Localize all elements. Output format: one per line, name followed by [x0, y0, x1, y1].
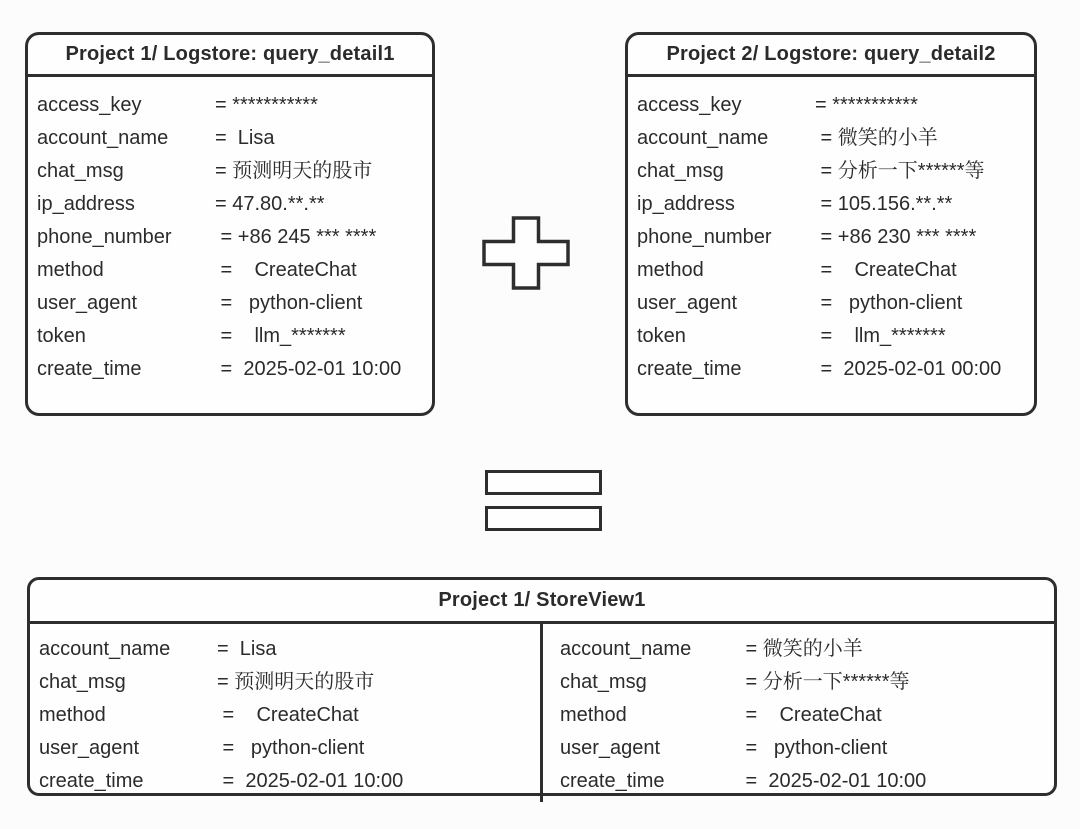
field-value: = CreateChat	[815, 259, 957, 281]
field-row-account-name	[39, 633, 534, 666]
result-box-title: Project 1/ StoreView1	[30, 580, 1054, 624]
field-label: access_key	[37, 94, 142, 116]
box2-title: Project 2/ Logstore: query_detail2	[628, 35, 1034, 77]
field-value: = 预测明天的股市	[215, 160, 373, 182]
field-row-create-time	[560, 765, 1046, 798]
equals-icon	[485, 470, 602, 531]
field-label: account_name	[637, 127, 769, 149]
field-label: chat_msg	[37, 160, 124, 182]
field-row-create-time	[637, 353, 1026, 386]
field-row-user-agent	[37, 287, 424, 320]
equals-bar-bottom	[485, 506, 602, 531]
field-row-ip-address	[37, 188, 424, 221]
box2-body	[628, 77, 1034, 386]
field-row-access-key	[37, 89, 424, 122]
field-label: phone_number	[637, 226, 772, 248]
field-value: = ***********	[815, 94, 918, 116]
field-label: account_name	[560, 638, 692, 660]
field-label: create_time	[37, 358, 142, 380]
field-label: create_time	[560, 770, 665, 792]
field-value: = +86 230 *** ****	[815, 226, 977, 248]
field-label: user_agent	[37, 292, 138, 314]
field-row-chat-msg	[39, 666, 534, 699]
field-label: method	[637, 259, 704, 281]
field-row-method	[39, 699, 534, 732]
field-row-account-name	[37, 122, 424, 155]
field-value: = python-client	[215, 292, 363, 314]
field-value: = CreateChat	[215, 259, 357, 281]
field-value: = 分析一下******等	[815, 160, 985, 182]
field-label: create_time	[39, 770, 144, 792]
field-label: create_time	[637, 358, 742, 380]
field-value: = 2025-02-01 10:00	[217, 770, 404, 792]
field-value: = 2025-02-01 10:00	[740, 770, 927, 792]
field-row-token	[37, 320, 424, 353]
equals-bar-top	[485, 470, 602, 495]
field-label: chat_msg	[39, 671, 126, 693]
field-label: user_agent	[637, 292, 738, 314]
field-value: = python-client	[217, 737, 365, 759]
field-label: phone_number	[37, 226, 172, 248]
field-row-user-agent	[560, 732, 1046, 765]
field-value: = python-client	[815, 292, 963, 314]
field-value: = 微笑的小羊	[815, 127, 938, 149]
field-row-account-name	[637, 122, 1026, 155]
field-row-access-key	[637, 89, 1026, 122]
field-row-account-name	[560, 633, 1046, 666]
result-column-left	[30, 624, 542, 798]
field-row-method	[560, 699, 1046, 732]
field-value: = 105.156.**.**	[815, 193, 953, 215]
field-label: chat_msg	[637, 160, 724, 182]
field-label: account_name	[37, 127, 169, 149]
field-label: account_name	[39, 638, 171, 660]
field-row-user-agent	[637, 287, 1026, 320]
field-row-chat-msg	[637, 155, 1026, 188]
field-label: method	[39, 704, 106, 726]
logstore-box-query-detail2	[625, 32, 1037, 416]
field-label: user_agent	[560, 737, 661, 759]
column-divider	[540, 621, 543, 802]
field-row-ip-address	[637, 188, 1026, 221]
field-row-create-time	[37, 353, 424, 386]
field-row-chat-msg	[37, 155, 424, 188]
field-label: method	[560, 704, 627, 726]
field-value: = CreateChat	[740, 704, 882, 726]
field-label: user_agent	[39, 737, 140, 759]
result-column-right	[542, 624, 1054, 798]
field-label: chat_msg	[560, 671, 647, 693]
field-value: = +86 245 *** ****	[215, 226, 377, 248]
field-value: = llm_*******	[215, 325, 346, 347]
field-value: = CreateChat	[217, 704, 359, 726]
field-row-token	[637, 320, 1026, 353]
field-label: ip_address	[637, 193, 735, 215]
plus-icon	[482, 216, 570, 290]
field-row-chat-msg	[560, 666, 1046, 699]
field-label: token	[37, 325, 86, 347]
field-row-method	[637, 254, 1026, 287]
field-row-create-time	[39, 765, 534, 798]
field-value: = 2025-02-01 00:00	[815, 358, 1002, 380]
logstore-box-query-detail1	[25, 32, 435, 416]
field-row-phone-number	[637, 221, 1026, 254]
field-value: = Lisa	[215, 127, 275, 149]
field-value: = 预测明天的股市	[217, 671, 375, 693]
field-value: = 分析一下******等	[740, 671, 910, 693]
box1-title: Project 1/ Logstore: query_detail1	[28, 35, 432, 77]
field-label: access_key	[637, 94, 742, 116]
field-label: method	[37, 259, 104, 281]
field-value: = 微笑的小羊	[740, 638, 863, 660]
field-value: = ***********	[215, 94, 318, 116]
box1-body	[28, 77, 432, 386]
field-row-phone-number	[37, 221, 424, 254]
field-row-method	[37, 254, 424, 287]
field-value: = llm_*******	[815, 325, 946, 347]
field-value: = python-client	[740, 737, 888, 759]
field-label: ip_address	[37, 193, 135, 215]
field-label: token	[637, 325, 686, 347]
field-row-user-agent	[39, 732, 534, 765]
field-value: = Lisa	[217, 638, 277, 660]
field-value: = 47.80.**.**	[215, 193, 325, 215]
field-value: = 2025-02-01 10:00	[215, 358, 402, 380]
